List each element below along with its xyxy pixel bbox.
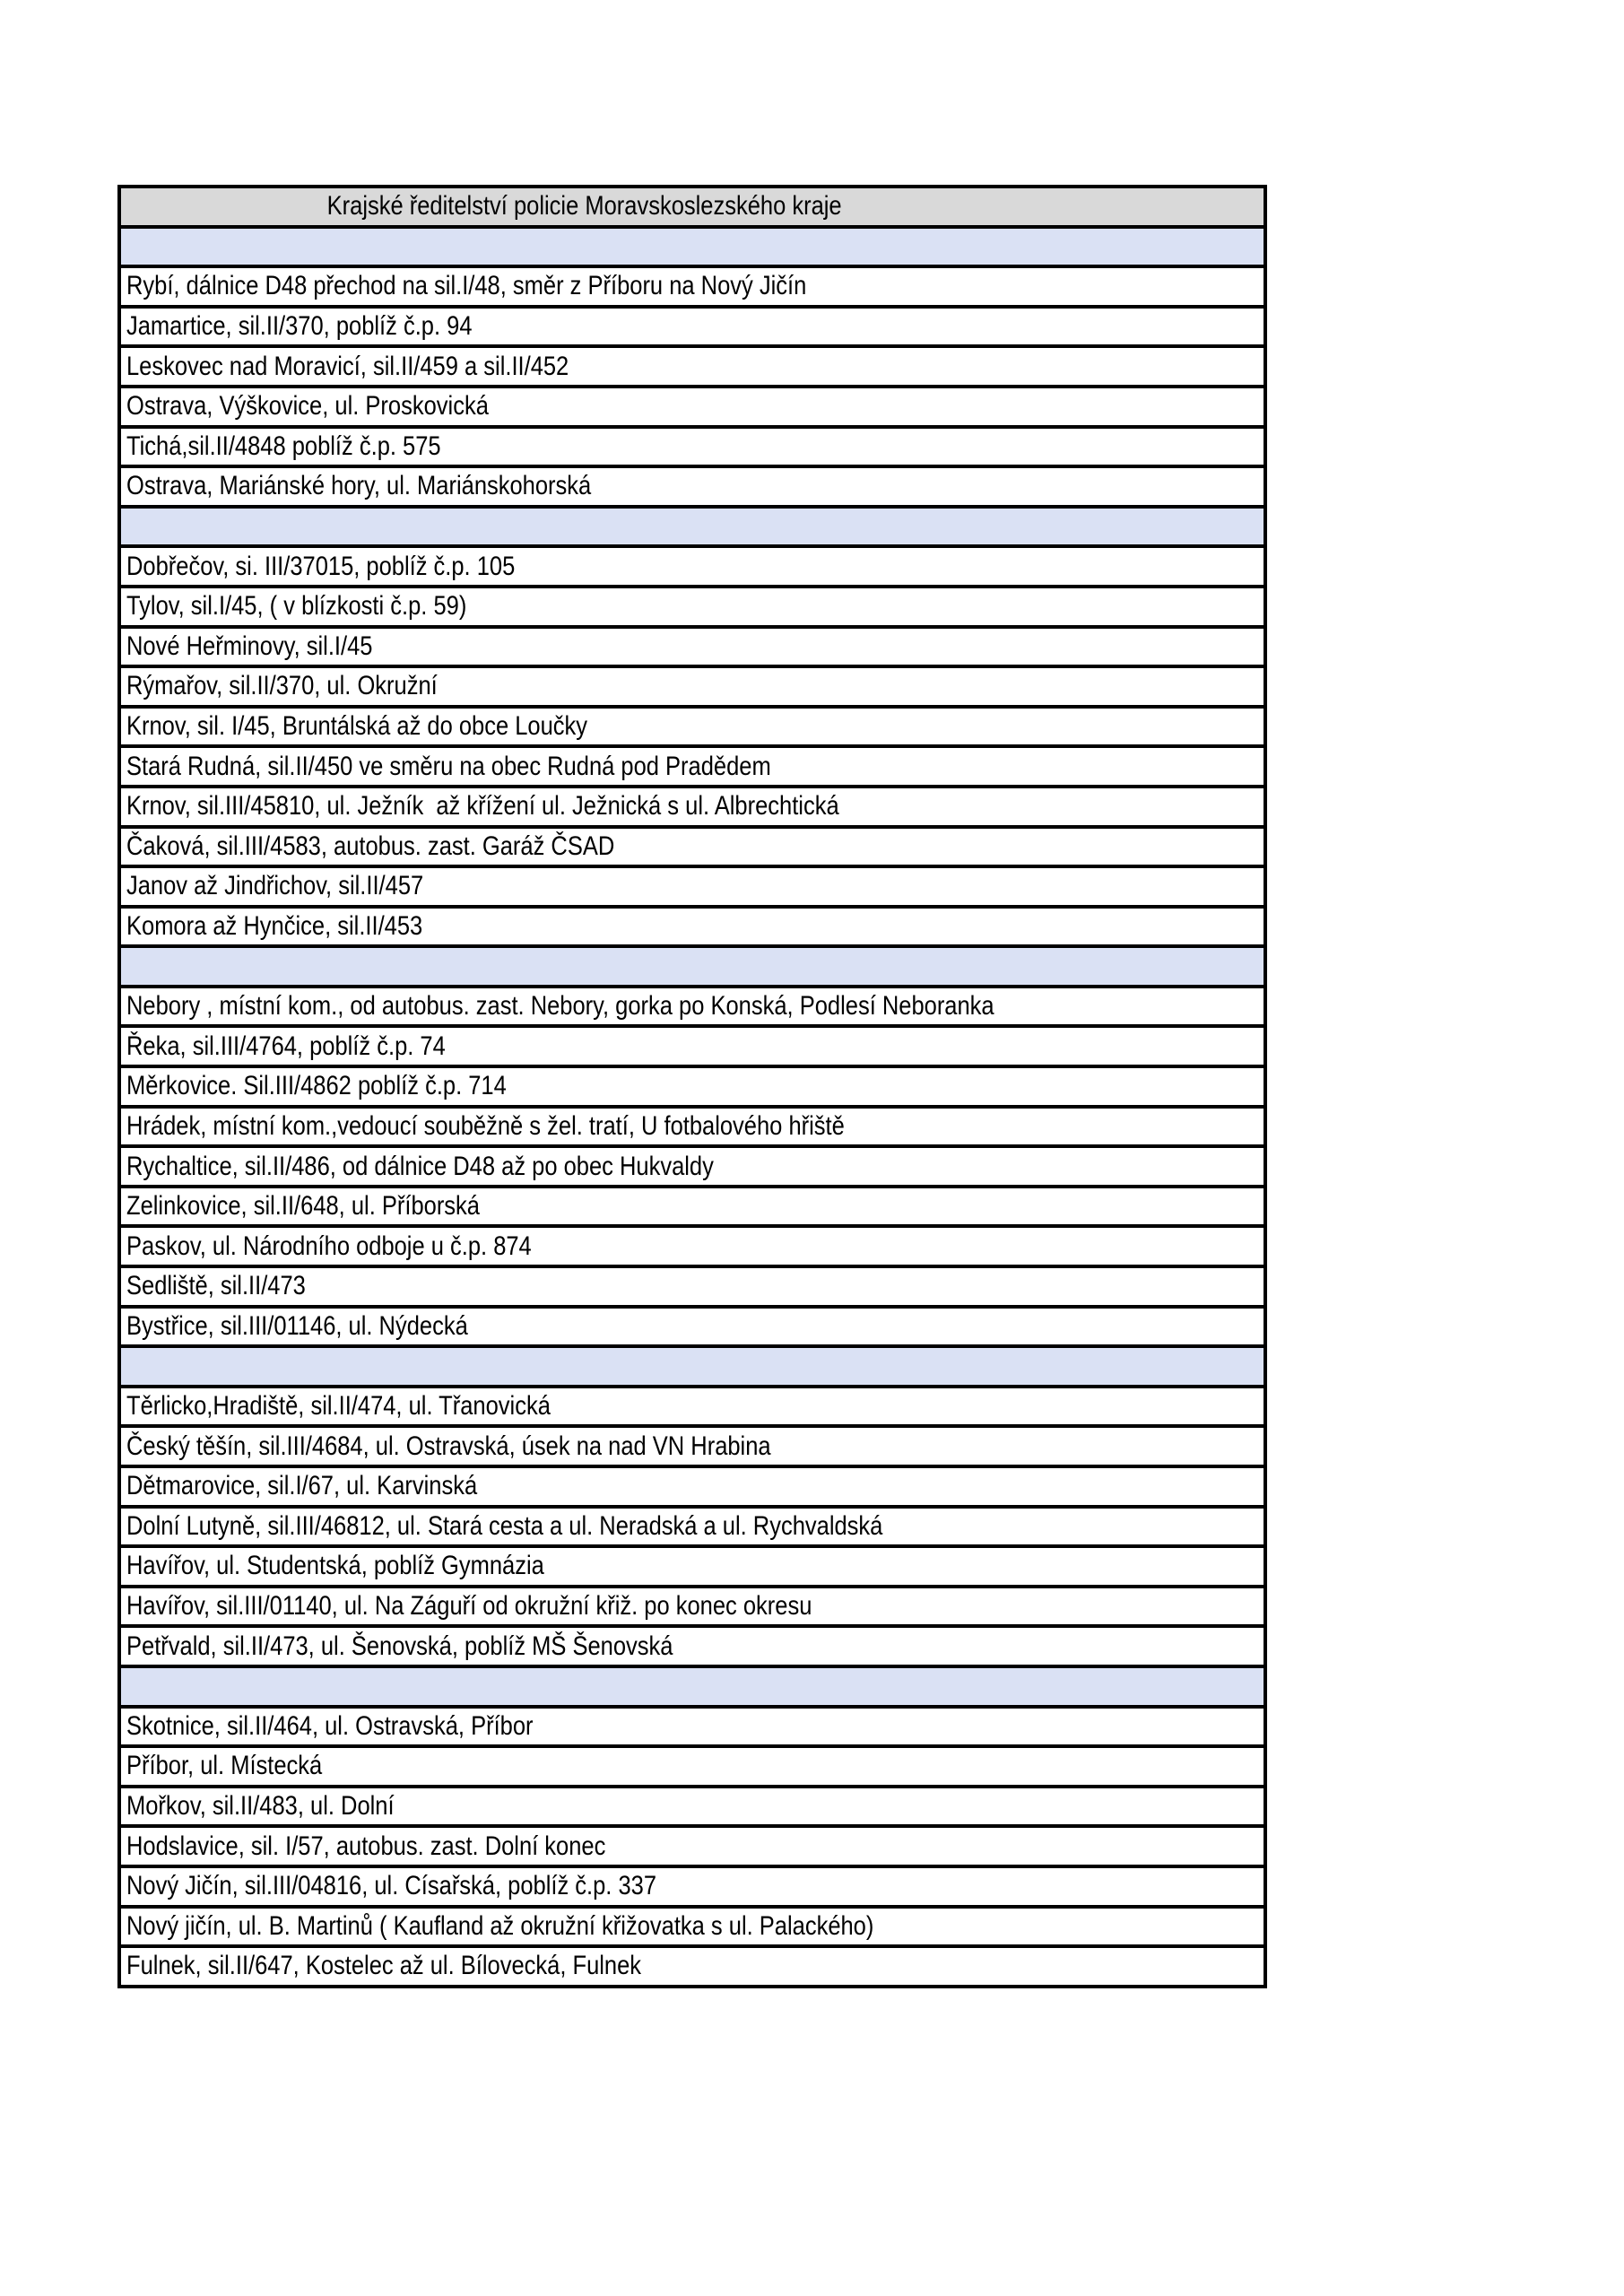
table-row [119, 946, 1265, 987]
table-row [119, 627, 1265, 667]
table-row [119, 1946, 1265, 1987]
table-row [119, 1387, 1265, 1427]
table-row [119, 266, 1265, 307]
table-row [119, 907, 1265, 947]
location-row-cell [119, 1387, 1265, 1427]
location-text: Řeka, sil.III/4764, poblíž č.p. 74 [126, 1031, 446, 1061]
location-row-cell [119, 1826, 1265, 1866]
location-text: Havířov, sil.III/01140, ul. Na Záguří od okružní křiž. po konec okresu [126, 1591, 812, 1622]
location-text: Skotnice, sil.II/464, ul. Ostravská, Příbor [126, 1710, 534, 1741]
location-text: Havířov, ul. Studentská, poblíž Gymnázia [126, 1551, 544, 1581]
location-text: Fulnek, sil.II/647, Kostelec až ul. Bílovecká, Fulnek [126, 1951, 642, 1981]
location-row-cell [119, 346, 1265, 387]
location-text: Petřvald, sil.II/473, ul. Šenovská, poblíž MŠ Šenovská [126, 1631, 673, 1661]
location-row-cell [119, 1266, 1265, 1307]
table-row [119, 1226, 1265, 1266]
location-row-cell [119, 827, 1265, 867]
table-row [119, 1707, 1265, 1747]
location-row-cell [119, 1626, 1265, 1666]
location-text: Ostrava, Výškovice, ul. Proskovická [126, 391, 489, 422]
table-row [119, 1587, 1265, 1627]
table-row [119, 1626, 1265, 1666]
table-row [119, 666, 1265, 707]
location-text: Mořkov, sil.II/483, ul. Dolní [126, 1791, 395, 1822]
table-row [119, 387, 1265, 427]
table-row [119, 707, 1265, 747]
section-separator-row [119, 1346, 1265, 1387]
location-text: Krnov, sil.III/45810, ul. Ježník až křížení ul. Ježnická s ul. Albrechtická [126, 791, 839, 822]
location-row-cell [119, 1707, 1265, 1747]
location-row-cell [119, 1746, 1265, 1787]
table-row [119, 1426, 1265, 1466]
table-row [119, 187, 1265, 227]
location-row-cell [119, 266, 1265, 307]
location-text: Komora až Hynčice, sil.II/453 [126, 910, 423, 941]
table-row [119, 787, 1265, 827]
location-text: Nový jičín, ul. B. Martinů ( Kaufland až okružní křižovatka s ul. Palackého) [126, 1910, 874, 1941]
section-separator-row [119, 227, 1265, 267]
location-row-cell [119, 387, 1265, 427]
location-text: Leskovec nad Moravicí, sil.II/459 a sil.II/452 [126, 351, 569, 381]
section-separator-row [119, 946, 1265, 987]
location-row-cell [119, 1507, 1265, 1547]
table-row [119, 587, 1265, 627]
table-row [119, 1746, 1265, 1787]
location-text: Hodslavice, sil. I/57, autobus. zast. Dolní konec [126, 1831, 606, 1861]
location-row-cell [119, 1066, 1265, 1107]
location-text: Dobřečov, si. III/37015, poblíž č.p. 105 [126, 551, 516, 581]
table-row [119, 1107, 1265, 1147]
location-text: Měrkovice. Sil.III/4862 poblíž č.p. 714 [126, 1071, 507, 1101]
location-text: Nový Jičín, sil.III/04816, ul. Císařská, poblíž č.p. 337 [126, 1871, 657, 1901]
section-separator-row [119, 507, 1265, 547]
location-text: Krnov, sil. I/45, Bruntálská až do obce Loučky [126, 711, 588, 742]
location-text: Nové Heřminovy, sil.I/45 [126, 631, 373, 661]
location-row-cell [119, 866, 1265, 907]
location-row-cell [119, 1187, 1265, 1227]
location-row-cell [119, 1546, 1265, 1587]
table-row [119, 1666, 1265, 1707]
table-row [119, 546, 1265, 587]
table-row [119, 1266, 1265, 1307]
location-text: Tichá,sil.II/4848 poblíž č.p. 575 [126, 430, 441, 461]
location-row-cell [119, 907, 1265, 947]
location-row-cell [119, 307, 1265, 347]
speed-measurement-locations-table [117, 185, 1267, 1988]
table-row [119, 507, 1265, 547]
table-row [119, 1307, 1265, 1347]
table-row [119, 866, 1265, 907]
table-row [119, 1026, 1265, 1066]
location-text: Janov až Jindřichov, sil.II/457 [126, 871, 424, 901]
location-text: Rybí, dálnice D48 přechod na sil.I/48, směr z Příboru na Nový Jičín [126, 271, 807, 301]
location-text: Jamartice, sil.II/370, poblíž č.p. 94 [126, 311, 473, 342]
location-row-cell [119, 1587, 1265, 1627]
location-row-cell [119, 1026, 1265, 1066]
location-row-cell [119, 1307, 1265, 1347]
table-body [119, 187, 1265, 1987]
table-row [119, 746, 1265, 787]
location-row-cell [119, 546, 1265, 587]
location-text: Paskov, ul. Národního odboje u č.p. 874 [126, 1231, 532, 1261]
location-text: Nebory , místní kom., od autobus. zast. Nebory, gorka po Konská, Podlesí Neboranka [126, 991, 994, 1022]
table-row [119, 1787, 1265, 1827]
location-text: Sedliště, sil.II/473 [126, 1271, 306, 1301]
location-text: Zelinkovice, sil.II/648, ul. Příborská [126, 1191, 481, 1222]
table-row [119, 227, 1265, 267]
location-row-cell [119, 627, 1265, 667]
location-text: Ostrava, Mariánské hory, ul. Mariánskohorská [126, 471, 592, 501]
location-text: Rychaltice, sil.II/486, od dálnice D48 až po obec Hukvaldy [126, 1151, 714, 1181]
table-row [119, 1346, 1265, 1387]
location-row-cell [119, 1907, 1265, 1947]
location-row-cell [119, 1426, 1265, 1466]
table-row [119, 307, 1265, 347]
location-row-cell [119, 1866, 1265, 1907]
table-row [119, 987, 1265, 1027]
location-row-cell [119, 1946, 1265, 1987]
table-row [119, 466, 1265, 507]
table-title-cell [119, 187, 1265, 227]
location-row-cell [119, 666, 1265, 707]
location-text: Čaková, sil.III/4583, autobus. zast. Garáž ČSAD [126, 831, 615, 861]
location-row-cell [119, 1226, 1265, 1266]
table-row [119, 1146, 1265, 1187]
location-row-cell [119, 707, 1265, 747]
location-text: Dolní Lutyně, sil.III/46812, ul. Stará cesta a ul. Neradská a ul. Rychvaldská [126, 1510, 883, 1541]
location-text: Dětmarovice, sil.I/67, ul. Karvinská [126, 1471, 478, 1501]
location-row-cell [119, 466, 1265, 507]
location-row-cell [119, 427, 1265, 467]
location-row-cell [119, 1146, 1265, 1187]
table-row [119, 1866, 1265, 1907]
table-title: Krajské ředitelství policie Moravskoslezského kraje [327, 191, 842, 222]
location-text: Příbor, ul. Místecká [126, 1751, 323, 1781]
location-row-cell [119, 787, 1265, 827]
location-row-cell [119, 1787, 1265, 1827]
table-row [119, 1826, 1265, 1866]
location-text: Hrádek, místní kom.,vedoucí souběžně s žel. tratí, U fotbalového hřiště [126, 1110, 845, 1141]
table-row [119, 1066, 1265, 1107]
table-row [119, 1187, 1265, 1227]
table-row [119, 427, 1265, 467]
table-row [119, 346, 1265, 387]
table-row [119, 1466, 1265, 1507]
location-row-cell [119, 587, 1265, 627]
location-text: Bystřice, sil.III/01146, ul. Nýdecká [126, 1310, 468, 1341]
table-row [119, 827, 1265, 867]
location-row-cell [119, 987, 1265, 1027]
location-row-cell [119, 1107, 1265, 1147]
table-row [119, 1507, 1265, 1547]
table-row [119, 1546, 1265, 1587]
section-separator-row [119, 1666, 1265, 1707]
location-text: Rýmařov, sil.II/370, ul. Okružní [126, 671, 438, 701]
location-text: Český těšín, sil.III/4684, ul. Ostravská, úsek na nad VN Hrabina [126, 1431, 771, 1461]
location-text: Tylov, sil.I/45, ( v blízkosti č.p. 59) [126, 591, 467, 622]
location-row-cell [119, 746, 1265, 787]
table-row [119, 1907, 1265, 1947]
location-text: Stará Rudná, sil.II/450 ve směru na obec Rudná pod Pradědem [126, 751, 771, 781]
location-row-cell [119, 1466, 1265, 1507]
location-text: Těrlicko,Hradiště, sil.II/474, ul. Třanovická [126, 1391, 551, 1422]
